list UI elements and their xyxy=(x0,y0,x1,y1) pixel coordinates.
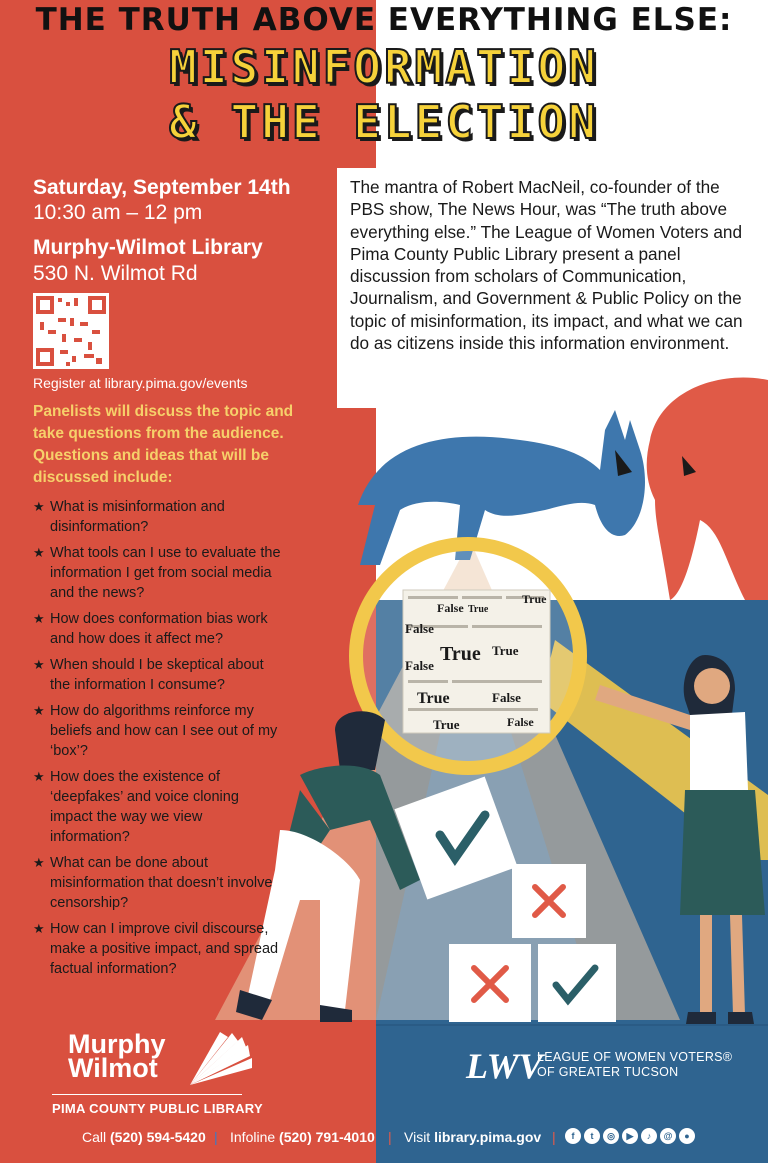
question-item xyxy=(33,543,283,603)
event-time: 10:30 am – 12 pm xyxy=(33,201,203,224)
newsprint-word: True xyxy=(440,643,481,665)
question-item xyxy=(33,919,283,979)
newsprint-word: True xyxy=(433,717,460,732)
star-icon: ★ xyxy=(33,703,45,718)
headline-line-2: MISINFORMATION xyxy=(169,40,599,94)
tiktok-icon[interactable]: ♪ xyxy=(641,1128,657,1144)
footer-separator: | xyxy=(214,1129,218,1145)
question-item xyxy=(33,497,283,537)
infoline-info xyxy=(230,1129,375,1145)
question-item xyxy=(33,853,283,913)
newsprint-word: False xyxy=(492,690,521,705)
question-text: How does the existence of ‘deepfakes’ and voice cloning impact the way we view information? xyxy=(50,769,239,845)
newsprint-word: False xyxy=(405,658,434,673)
threads-icon[interactable]: @ xyxy=(660,1128,676,1144)
newsprint-word: True xyxy=(468,604,489,615)
check-box-small xyxy=(538,944,616,1022)
newsprint-word: True xyxy=(492,643,519,658)
question-item xyxy=(33,609,283,649)
event-date: Saturday, September 14th xyxy=(33,176,291,199)
question-text: What can be done about misinformation that doesn’t involve censorship? xyxy=(50,855,273,911)
lwv-logo-text xyxy=(537,1050,732,1080)
event-address: 530 N. Wilmot Rd xyxy=(33,262,198,285)
newsprint-word: True xyxy=(417,690,450,707)
footer-separator: | xyxy=(388,1129,392,1145)
question-item xyxy=(33,655,283,695)
twitter-icon[interactable]: t xyxy=(584,1128,600,1144)
question-item xyxy=(33,701,283,761)
question-text: What tools can I use to evaluate the information I get from social media and the news? xyxy=(50,545,281,601)
library-subtitle: PIMA COUNTY PUBLIC LIBRARY xyxy=(52,1101,263,1116)
question-text: What is misinformation and disinformation? xyxy=(50,499,225,535)
lwv-logo-mark: LWV xyxy=(466,1046,543,1086)
visit-link[interactable]: library.pima.gov xyxy=(434,1129,542,1145)
youtube-icon[interactable]: ▶ xyxy=(622,1128,638,1144)
library-logo-line-1: Murphy xyxy=(68,1029,166,1059)
star-icon: ★ xyxy=(33,921,45,936)
call-info xyxy=(82,1129,206,1145)
x-box-top xyxy=(512,864,586,938)
facebook-icon[interactable]: f xyxy=(565,1128,581,1144)
qr-code xyxy=(33,293,109,369)
lwv-line-2: OF GREATER TUCSON xyxy=(537,1065,679,1079)
call-label: Call xyxy=(82,1129,107,1145)
headline-line-3: & THE ELECTION xyxy=(169,95,599,149)
question-item xyxy=(33,767,283,847)
question-text: How do algorithms reinforce my beliefs and how can I see out of my ‘box’? xyxy=(50,703,278,759)
headline-line-1: THE TRUTH ABOVE EVERYTHING ELSE: xyxy=(35,2,733,38)
panel-intro: Panelists will discuss the topic and take questions from the audience. Questions and ideas that will be discussed include: xyxy=(33,403,294,486)
newsprint-word: False xyxy=(405,621,434,636)
flickr-icon[interactable]: ● xyxy=(679,1128,695,1144)
footer-separator: | xyxy=(552,1129,556,1145)
star-icon: ★ xyxy=(33,611,45,626)
star-icon: ★ xyxy=(33,499,45,514)
newsprint-word: True xyxy=(522,592,547,606)
x-box-bottom xyxy=(449,944,531,1022)
question-list xyxy=(33,497,283,985)
star-icon: ★ xyxy=(33,769,45,784)
visit-info xyxy=(404,1129,541,1145)
library-logo-line-2: Wilmot xyxy=(68,1053,158,1083)
question-text: How does conformation bias work and how does it affect me? xyxy=(50,611,268,647)
call-number[interactable]: (520) 594-5420 xyxy=(110,1129,206,1145)
question-text: How can I improve civil discourse, make a positive impact, and spread factual information? xyxy=(50,921,279,977)
lwv-line-1: LEAGUE OF WOMEN VOTERS® xyxy=(537,1050,733,1064)
instagram-icon[interactable]: ◎ xyxy=(603,1128,619,1144)
question-text: When should I be skeptical about the information I consume? xyxy=(50,657,264,693)
newsprint-word: False xyxy=(437,601,464,615)
library-logo xyxy=(68,1029,166,1083)
event-description: The mantra of Robert MacNeil, co-founder of the PBS show, The News Hour, was “The truth above everything else.” The League of Women Voters and Pima County Public Library present a panel discussion from scholars of Communication, Journalism, and Government & Public Policy on the topic of misinformation, its impact, and what we can do as citizens inside this information environment. xyxy=(350,177,743,354)
newsprint-word: False xyxy=(507,715,534,729)
infoline-label: Infoline xyxy=(230,1129,276,1145)
visit-label: Visit xyxy=(404,1129,431,1145)
star-icon: ★ xyxy=(33,545,45,560)
register-link[interactable]: Register at library.pima.gov/events xyxy=(33,375,248,391)
star-icon: ★ xyxy=(33,657,45,672)
infoline-number[interactable]: (520) 791-4010 xyxy=(279,1129,375,1145)
star-icon: ★ xyxy=(33,855,45,870)
event-venue: Murphy-Wilmot Library xyxy=(33,236,263,259)
